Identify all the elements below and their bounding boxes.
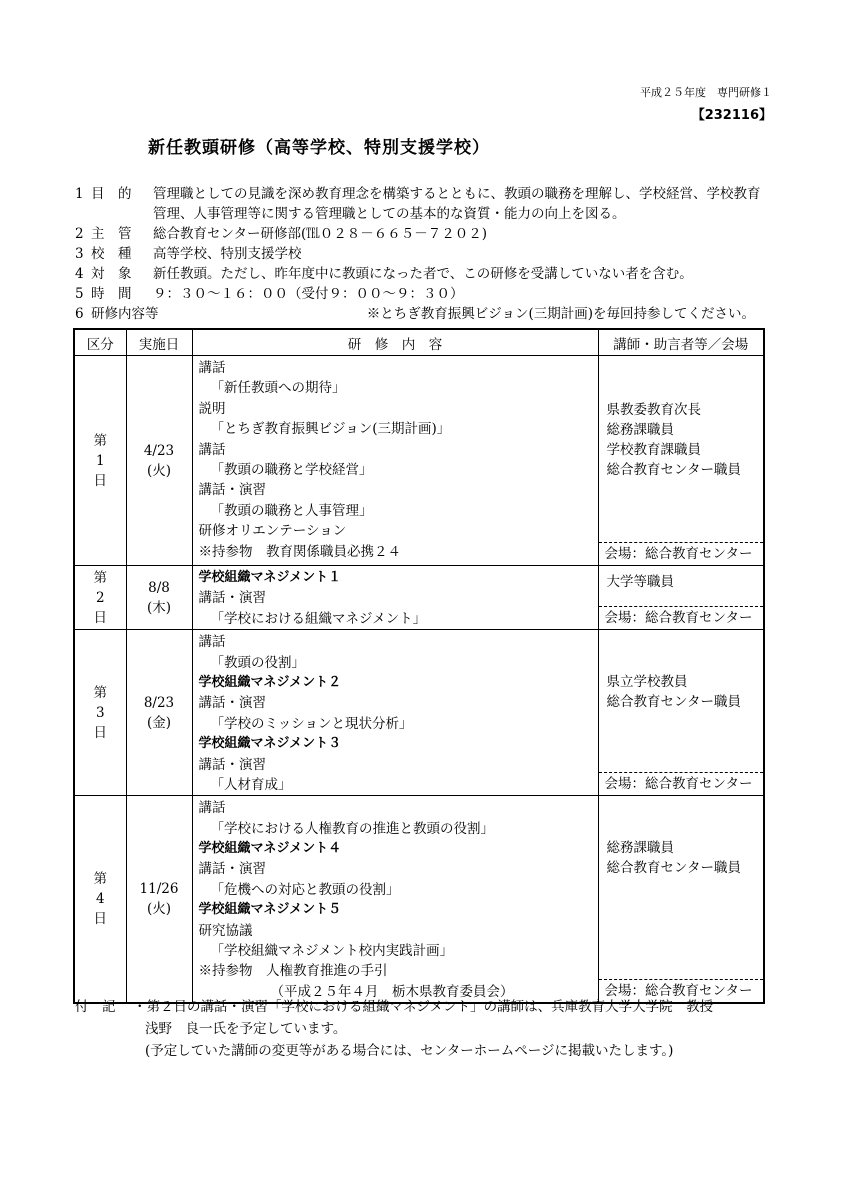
day-label: 3 <box>95 704 105 721</box>
info-number: 6 <box>75 306 84 322</box>
content-line: 「教頭の職務と人事管理」 <box>210 502 373 519</box>
info-section <box>75 184 775 324</box>
date-text: (火) <box>146 901 172 918</box>
lecturer-list <box>599 796 764 878</box>
header-content: 研 修 内 容 <box>192 329 598 356</box>
table-row <box>74 566 764 630</box>
date-text: (金) <box>146 714 172 731</box>
lecturer-name: 学校教育課職員 <box>606 442 701 458</box>
day-label: 第 <box>93 569 107 586</box>
lecturer-name: 総合教育センター職員 <box>606 694 741 711</box>
footnote-label: 付 記 <box>75 999 116 1015</box>
page-title: 新任教頭研修（高等学校、特別支援学校） <box>148 138 490 158</box>
day-label: 日 <box>93 724 107 741</box>
info-label: 校 種 <box>91 246 132 262</box>
content-line: 説明 <box>198 400 226 417</box>
header-category: 区分 <box>74 329 126 356</box>
footnote <box>75 996 795 1062</box>
content-line: 講話・演習 <box>198 861 266 878</box>
content-line: 「とちぎ教育振興ビジョン(三期計画)」 <box>210 421 451 438</box>
date-text: 8/23 <box>143 694 175 711</box>
content-line: 「新任教頭への期待」 <box>210 380 346 397</box>
content-line: 「学校における人権教育の推進と教頭の役割」 <box>210 820 494 837</box>
info-text: 高等学校、特別支援学校 <box>153 246 302 262</box>
day-category <box>74 630 126 796</box>
day-label: 第 <box>93 684 107 701</box>
info-item <box>75 224 775 244</box>
session-date <box>126 356 192 566</box>
content-line: 講話・演習 <box>198 695 266 712</box>
content-line: ※持参物 教育関係職員必携２４ <box>198 543 401 560</box>
day-label: 1 <box>95 452 105 469</box>
info-label: 対 象 <box>91 266 132 282</box>
lecturer-list <box>599 356 764 480</box>
session-content <box>192 630 598 796</box>
info-number: 3 <box>75 246 84 262</box>
info-text: 総合教育センター研修部(℡０２８－６６５－７２０２) <box>153 226 487 242</box>
info-item <box>75 264 775 284</box>
header-date: 実施日 <box>126 329 192 356</box>
lecturer-name: 総合教育センター職員 <box>606 462 741 478</box>
lecturer-name: 大学等職員 <box>606 574 674 590</box>
info-label: 研修内容等 <box>91 306 159 322</box>
content-line: 「学校における組織マネジメント」 <box>210 610 427 627</box>
day-label: 日 <box>93 472 107 489</box>
lecturer-name: 県立学校教員 <box>606 674 688 691</box>
info-label: 時 間 <box>91 286 132 302</box>
content-line: 学校組織マネジメント５ <box>198 902 342 918</box>
date-text: (火) <box>146 462 172 479</box>
lecturer-cell <box>598 356 764 566</box>
session-content <box>192 356 598 566</box>
info-text: ９：３０～１６：００（受付９：００～９：３０） <box>153 286 464 302</box>
content-line: （平成２５年４月 栃木県教育委員会） <box>270 983 514 1000</box>
content-line: 講話・演習 <box>198 482 266 499</box>
table-row <box>74 630 764 796</box>
date-text: 11/26 <box>139 881 179 898</box>
info-item <box>75 304 775 324</box>
lecturer-cell <box>598 796 764 1003</box>
table-row <box>74 356 764 566</box>
table-header-row <box>74 329 764 356</box>
session-date <box>126 796 192 1003</box>
info-text: 管理、人事管理等に関する管理職としての基本的な資質・能力の向上を図る。 <box>153 206 626 222</box>
day-label: 日 <box>93 911 107 928</box>
session-content <box>192 566 598 630</box>
info-label: 主 管 <box>91 226 132 242</box>
day-label: 日 <box>93 609 107 626</box>
date-text: (木) <box>146 599 172 616</box>
venue: 会場：総合教育センター <box>599 606 764 629</box>
info-number: 1 <box>75 186 84 202</box>
header-lecturer: 講師・助言者等／会場 <box>598 329 764 356</box>
content-line: 「教頭の役割」 <box>210 654 305 671</box>
venue: 会場：総合教育センター <box>599 772 764 795</box>
content-line: 講話 <box>198 441 226 458</box>
day-category <box>74 356 126 566</box>
info-text: 新任教頭。ただし、昨年度中に教頭になった者で、この研修を受講していない者を含む。 <box>153 266 693 282</box>
content-line: 「危機への対応と教頭の役割」 <box>210 881 400 898</box>
session-date <box>126 566 192 630</box>
content-line: 研究協議 <box>198 922 253 939</box>
content-line: 「教頭の職務と学校経営」 <box>210 461 373 478</box>
info-label: 目 的 <box>91 186 132 202</box>
info-item <box>75 184 775 204</box>
note: ※とちぎ教育振興ビジョン(三期計画)を毎回持参してください。 <box>366 306 755 322</box>
info-number: 5 <box>75 286 84 302</box>
footnote-line: 浅野 良一氏を予定しています。 <box>145 1021 347 1037</box>
session-content <box>192 796 598 1003</box>
content-line: 講話 <box>198 360 226 376</box>
info-number: 2 <box>75 226 84 242</box>
lecturer-name: 総務課職員 <box>606 422 674 438</box>
lecturer-name: 総務課職員 <box>606 840 674 857</box>
footnote-line: ・第２日の講話・演習「学校における組織マネジメント」の講師は、兵庫教育大学大学院 教授 <box>133 999 714 1015</box>
content-line: 講話 <box>198 634 226 651</box>
content-line: ※持参物 人権教育推進の手引 <box>198 963 388 980</box>
day-label: 第 <box>93 871 107 888</box>
date-text: 8/8 <box>148 579 170 596</box>
content-line: 研修オリエンテーション <box>198 523 347 540</box>
day-label: 第 <box>93 432 107 449</box>
program-code: 平成２５年度 専門研修１ <box>640 86 772 99</box>
content-line: 「学校組織マネジメント校内実践計画」 <box>210 943 454 960</box>
content-line: 学校組織マネジメント２ <box>198 674 342 690</box>
content-line: 講話・演習 <box>198 756 266 773</box>
content-line: 学校組織マネジメント１ <box>198 570 342 585</box>
info-item <box>75 284 775 304</box>
table-row <box>74 796 764 1003</box>
lecturer-name: 総合教育センター職員 <box>606 860 741 877</box>
info-item <box>75 244 775 264</box>
lecturer-list <box>599 630 764 712</box>
lecturer-cell <box>598 566 764 630</box>
date-text: 4/23 <box>143 442 175 459</box>
content-line: 学校組織マネジメント４ <box>198 841 342 857</box>
content-line: 学校組織マネジメント３ <box>198 736 342 752</box>
content-line: 講話 <box>198 800 226 817</box>
content-line: 「人材育成」 <box>210 776 292 793</box>
content-line: 「学校のミッションと現状分析」 <box>210 715 413 732</box>
program-id: 【232116】 <box>691 108 772 123</box>
session-date <box>126 630 192 796</box>
day-label: 2 <box>95 589 105 606</box>
lecturer-cell <box>598 630 764 796</box>
venue: 会場：総合教育センター <box>599 542 764 565</box>
lecturer-name: 県教委教育次長 <box>606 402 701 418</box>
lecturer-list <box>599 566 764 592</box>
info-number: 4 <box>75 266 84 282</box>
info-text: 管理職としての見識を深め教育理念を構築するとともに、教頭の職務を理解し、学校経営、学校教育 <box>153 186 761 202</box>
day-category <box>74 566 126 630</box>
day-category <box>74 796 126 1003</box>
content-line: 講話・演習 <box>198 590 266 607</box>
footnote-line: (予定していた講師の変更等がある場合には、センターホームページに掲載いたします。) <box>145 1043 674 1059</box>
day-label: 4 <box>95 891 105 908</box>
schedule-table <box>73 328 765 1004</box>
venue: 会場：総合教育センター <box>599 979 764 1002</box>
